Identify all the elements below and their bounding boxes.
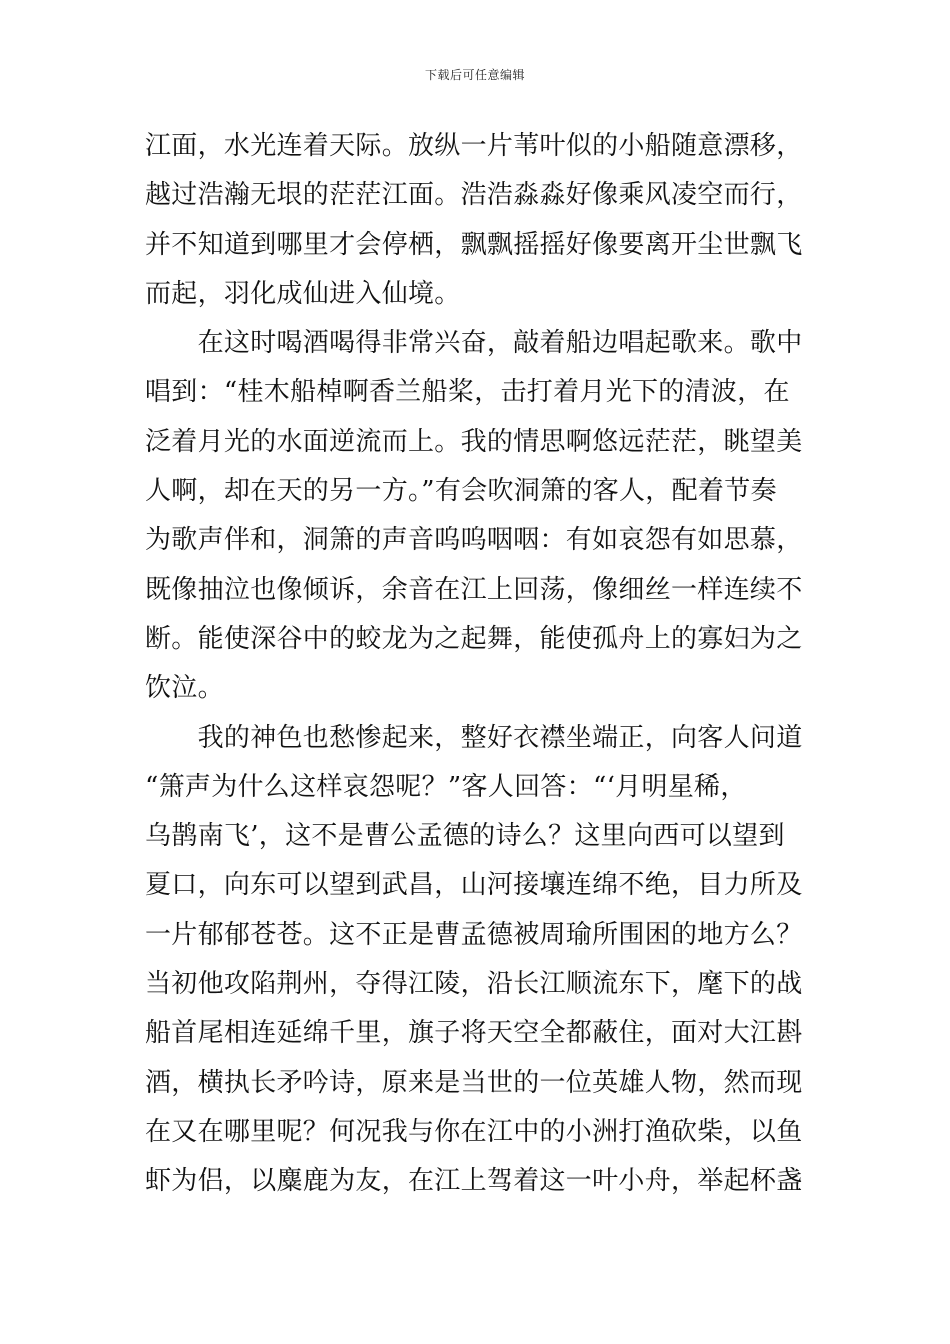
text-line: 为歌声伴和，洞箫的声音呜呜咽咽：有如哀怨有如思慕， xyxy=(145,525,803,556)
text-line: 人啊，却在天的另一方。”有会吹洞箫的客人，配着节奏 xyxy=(145,476,777,507)
text-line: 当初他攻陷荆州，夺得江陵，沿长江顺流东下，麾下的战 xyxy=(145,969,803,1000)
page-header: 下载后可任意编辑 xyxy=(424,68,525,82)
text-line: 江面，水光连着天际。放纵一片苇叶似的小船随意漂移， xyxy=(145,131,803,161)
text-line: 在这时喝酒喝得非常兴奋，敲着船边唱起歌来。歌中 xyxy=(145,328,803,359)
text-line: 而起，羽化成仙进入仙境。 xyxy=(145,278,461,309)
text-line: 船首尾相连延绵千里，旗子将天空全都蔽住，面对大江斟 xyxy=(145,1018,803,1049)
text-line: 我的神色也愁惨起来，整好衣襟坐端正，向客人问道 xyxy=(145,722,803,753)
text-line: 并不知道到哪里才会停栖，飘飘摇摇好像要离开尘世飘飞 xyxy=(145,229,803,260)
text-line: “箫声为什么这样哀怨呢？”客人回答：“‘月明星稀， xyxy=(145,771,747,802)
text-line: 唱到：“桂木船棹啊香兰船桨，击打着月光下的清波，在 xyxy=(145,377,790,408)
text-line: 夏口，向东可以望到武昌，山河接壤连绵不绝，目力所及 xyxy=(145,870,803,901)
text-line: 饮泣。 xyxy=(145,673,224,704)
text-line: 越过浩瀚无垠的茫茫江面。浩浩淼淼好像乘风凌空而行， xyxy=(145,180,803,211)
text-line: 断。能使深谷中的蛟龙为之起舞，能使孤舟上的寡妇为之 xyxy=(145,623,803,654)
text-line: 一片郁郁苍苍。这不正是曹孟德被周瑜所围困的地方么？ xyxy=(145,919,803,950)
text-line: 乌鹊南飞’，这不是曹公孟德的诗么？这里向西可以望到 xyxy=(145,821,785,852)
document-body xyxy=(145,128,810,1213)
text-line: 在又在哪里呢？何况我与你在江中的小洲打渔砍柴，以鱼 xyxy=(145,1116,803,1147)
text-line: 既像抽泣也像倾诉，余音在江上回荡，像细丝一样连续不 xyxy=(145,574,803,605)
text-line: 泛着月光的水面逆流而上。我的情思啊悠远茫茫，眺望美 xyxy=(145,426,803,457)
text-line: 虾为侣，以麋鹿为友，在江上驾着这一叶小舟，举起杯盏 xyxy=(145,1166,803,1197)
text-line: 酒，横执长矛吟诗，原来是当世的一位英雄人物，然而现 xyxy=(145,1067,803,1098)
